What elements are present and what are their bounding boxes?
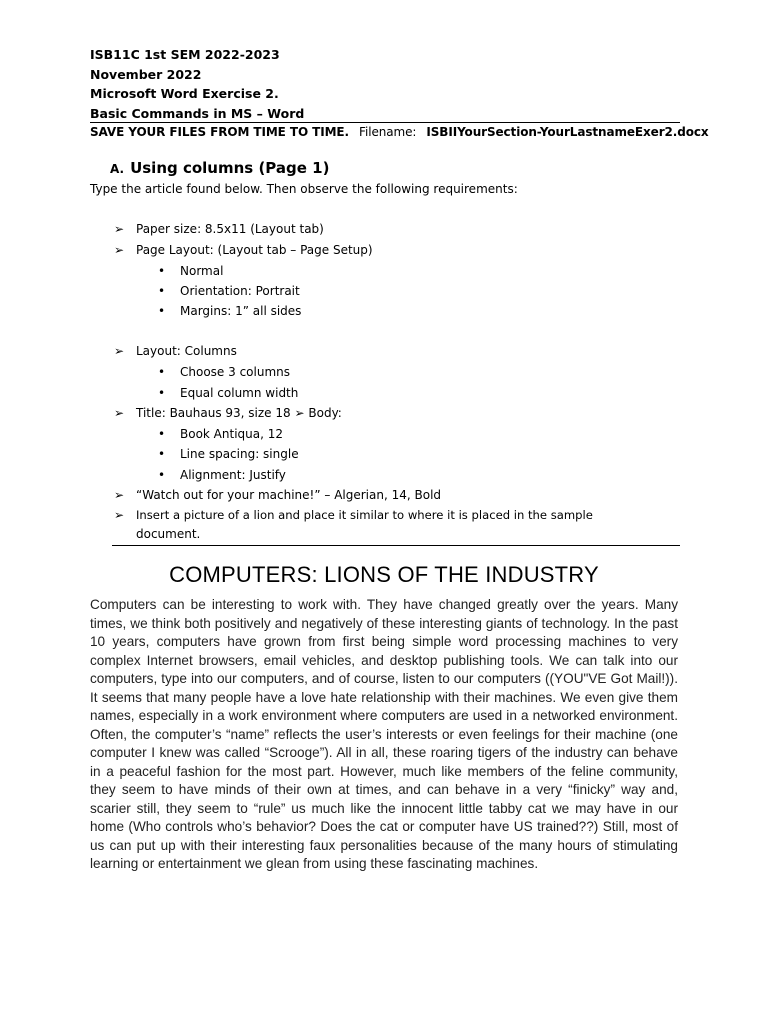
arrow-bullet-icon: ➢ <box>114 344 125 358</box>
requirements-divider <box>112 545 680 546</box>
section-letter: A. <box>110 162 125 176</box>
arrow-bullet-icon: ➢ <box>114 222 125 236</box>
document-page: ISB11C 1st SEM 2022-2023 November 2022 Microsoft Word Exercise 2. Basic Commands in MS – Word SAVE YOUR FILES FROM TIME TO TIME. Filename: ISBIIYourSection-YourLastnameExer2.docx A. Using columns (Page 1) Type the article found below. Then observe the following requirements: ➢ Paper size: 8.5x11 (Layout tab) ➢ Page Layout: (Layout tab – Page Setup) • Normal • Orientation: Portrait • Margins: 1” all sides ➢ Layout: Columns • Choose 3 columns • Equal column width ➢ Title: Bauhaus 93, size 18 ➢ Body: • Book Antiqua, 12 • Line spacing: single • Alignment: Justify ➢ “Watch out for your machine!” – Algerian, 14, Bold ➢ Insert a picture of a lion and place it similar to where it is placed in the sample document. COMPUTERS: LIONS OF THE INDUSTRY Computers can be interesting to work with. They have changed greatly over the years. Many times, we think both positively and negatively of these interesting giants of technology. In the past 10 years, computers have grown from first being simple word processing machines to very complex Internet browsers, email vehicles, and desktop publishing tools. We can talk into our computers, type into our computers, and of course, listen to our computers ((YOU"VE Got Mail!)). It seems that many people have a love hate relationship with their machines. We even give them names, especially in a work environment where computers are used in a networked environment. Often, the computer’s “name” reflects the user’s interests or even feelings for their machine (one computer I knew was called “Scrooge”). All in all, these roaring tigers of the industry can behave in a peaceful fashion for the most part. However, much like members of the feline community, they seem to have minds of their own at times, and can behave in a very “finicky” way and, scarier still, they seem to “rule” us much like the innocent little tabby cat we may have in our home (Who controls who’s behavior? Does the cat or computer have US trained??) Still, most of us can put up with their interesting faux personalities because of the many hours of stimulating learning or entertainment we glean from using these fascinating machines. <box>0 0 768 1024</box>
filename-value: ISBIIYourSection-YourLastnameExer2.docx <box>426 125 709 139</box>
dot-bullet-icon: • <box>158 427 166 441</box>
section-title-text: Using columns (Page 1) <box>130 159 330 177</box>
header-exercise: Microsoft Word Exercise 2. <box>90 86 279 101</box>
filename-label: Filename: <box>359 125 417 139</box>
arrow-bullet-icon: ➢ <box>114 406 125 420</box>
article-title: COMPUTERS: LIONS OF THE INDUSTRY <box>169 562 599 587</box>
arrow-bullet-icon: ➢ <box>294 406 305 420</box>
dot-bullet-icon: • <box>158 386 166 400</box>
section-intro: Type the article found below. Then observe the following requirements: <box>90 182 518 196</box>
save-text: SAVE YOUR FILES FROM TIME TO TIME. <box>90 125 349 139</box>
dot-bullet-icon: • <box>158 264 166 278</box>
article-body: Computers can be interesting to work with. They have changed greatly over the years. Many times, we think both positively and negatively of these interesting giants of technology. In the past 10 years, computers have grown from first being simple word processing machines to very complex Internet browsers, email vehicles, and desktop publishing tools. We can talk into our computers, type into our computers, and of course, listen to our computers ((YOU"VE Got Mail!)). It seems that many people have a love hate relationship with their machines. We even give them names, especially in a work environment where computers are used in a networked environment. Often, the computer’s “name” reflects the user’s interests or even feelings for their machine (one computer I knew was called “Scrooge”). All in all, these roaring tigers of the industry can behave in a peaceful fashion for the most part. However, much like members of the feline community, they seem to have minds of their own at times, and can behave in a very “finicky” way and, scarier still, they seem to “rule” us much like the innocent little tabby cat we may have in our home (Who controls who’s behavior? Does the cat or computer have US trained??) Still, most of us can put up with their interesting faux personalities because of the many hours of stimulating learning or entertainment we glean from using these fascinating machines. <box>90 597 678 871</box>
section-heading <box>110 159 329 177</box>
dot-bullet-icon: • <box>158 447 166 461</box>
header-date: November 2022 <box>90 66 202 82</box>
dot-bullet-icon: • <box>158 284 166 298</box>
dot-bullet-icon: • <box>158 304 166 318</box>
arrow-bullet-icon: ➢ <box>114 488 125 502</box>
save-instruction <box>90 125 709 139</box>
document-header <box>90 45 680 123</box>
header-topic: Basic Commands in MS – Word <box>90 105 305 121</box>
header-divider <box>90 122 680 123</box>
header-course: ISB11C 1st SEM 2022-2023 <box>90 47 280 62</box>
arrow-bullet-icon: ➢ <box>114 508 125 522</box>
arrow-bullet-icon: ➢ <box>114 243 125 257</box>
dot-bullet-icon: • <box>158 365 166 379</box>
dot-bullet-icon: • <box>158 468 166 482</box>
